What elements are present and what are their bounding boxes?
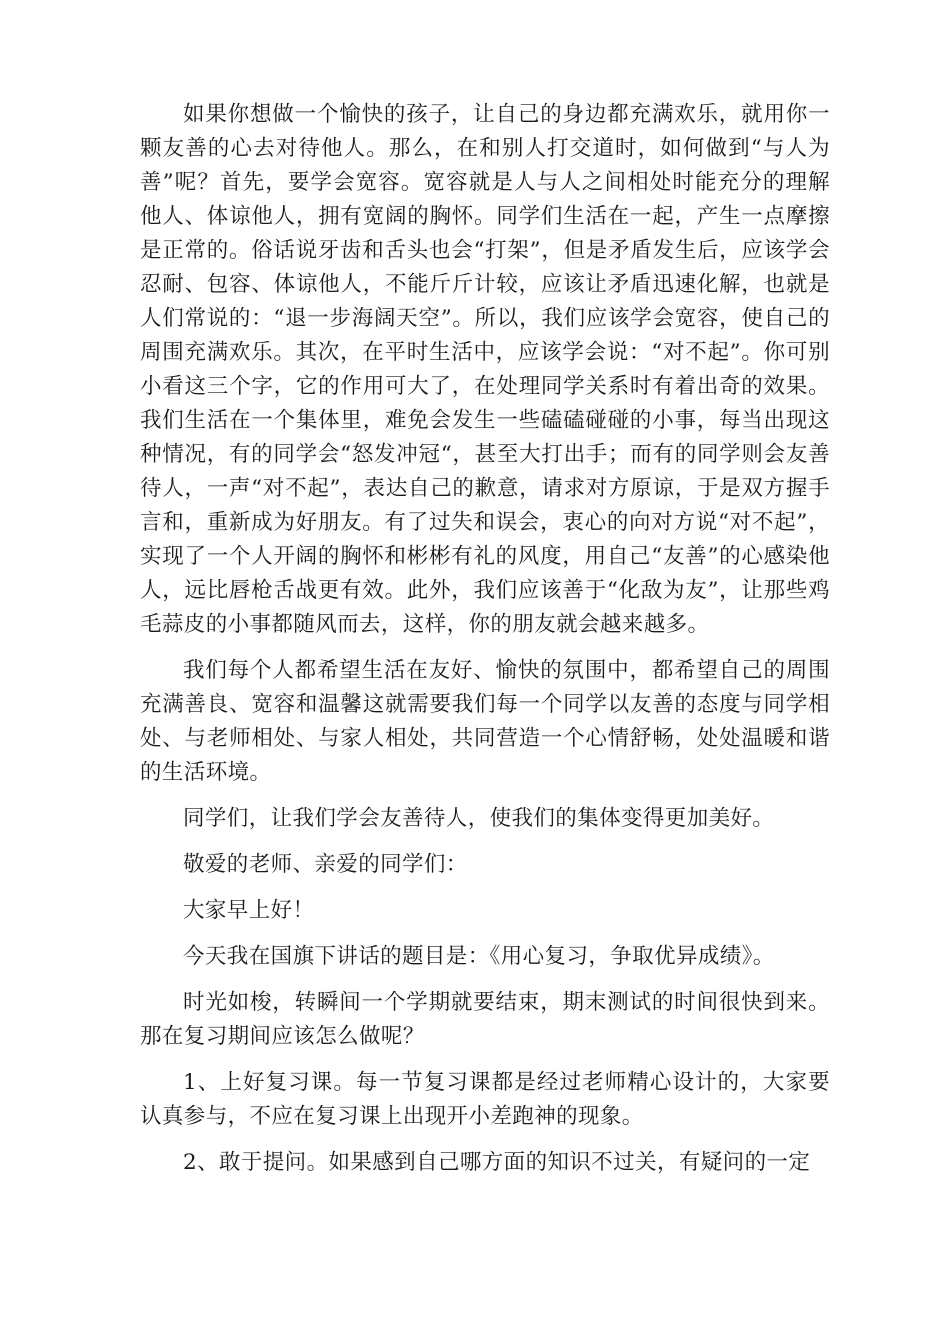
paragraph-intro: 时光如梭，转瞬间一个学期就要结束，期末测试的时间很快到来。那在复习期间应该怎么做呢？	[140, 990, 830, 1049]
document-body	[140, 98, 830, 1192]
paragraph-harmony: 我们每个人都希望生活在友好、愉快的氛围中，都希望自己的周围充满善良、宽容和温馨这就需要我们每一个同学以友善的态度与同学相处、与老师相处、与家人相处，共同营造一个心情舒畅，处处温暖和谐的生活环境。	[140, 658, 830, 785]
paragraph-point-2: 2、敢于提问。如果感到自己哪方面的知识不过关，有疑问的一定	[183, 1150, 811, 1175]
paragraph-greeting: 大家早上好！	[183, 898, 315, 923]
paragraph-point-1: 1、上好复习课。每一节复习课都是经过老师精心设计的，大家要认真参与，不应在复习课上出现开小差跑神的现象。	[140, 1070, 830, 1129]
paragraph-salutation: 敬爱的老师、亲爱的同学们：	[183, 852, 468, 877]
paragraph-speech-title: 今天我在国旗下讲话的题目是：《用心复习，争取优异成绩》。	[183, 944, 775, 969]
paragraph-friendliness: 如果你想做一个愉快的孩子，让自己的身边都充满欢乐，就用你一颗友善的心去对待他人。那么，在和别人打交道时，如何做到“与人为善”呢？首先，要学会宽容。宽容就是人与人之间相处时能充分的理解他人、体谅他人，拥有宽阔的胸怀。同学们生活在一起，产生一点摩擦是正常的。俗话说牙齿和舌头也会“打架”，但是矛盾发生后，应该学会忍耐、包容、体谅他人，不能斤斤计较，应该让矛盾迅速化解，也就是人们常说的：“退一步海阔天空”。所以，我们应该学会宽容，使自己的周围充满欢乐。其次，在平时生活中，应该学会说：“对不起”。你可别小看这三个字，它的作用可大了，在处理同学关系时有着出奇的效果。我们生活在一个集体里，难免会发生一些磕磕碰碰的小事，每当出现这种情况，有的同学会“怒发冲冠“，甚至大打出手；而有的同学则会友善待人，一声“对不起”，表达自己的歉意，请求对方原谅，于是双方握手言和，重新成为好朋友。有了过失和误会，衷心的向对方说“对不起”，实现了一个人开阔的胸怀和彬彬有礼的风度，用自己“友善”的心感染他人，远比唇枪舌战更有效。此外，我们应该善于“化敌为友”，让那些鸡毛蒜皮的小事都随风而去，这样，你的朋友就会越来越多。	[140, 102, 830, 637]
paragraph-closing: 同学们，让我们学会友善待人，使我们的集体变得更加美好。	[183, 806, 775, 831]
